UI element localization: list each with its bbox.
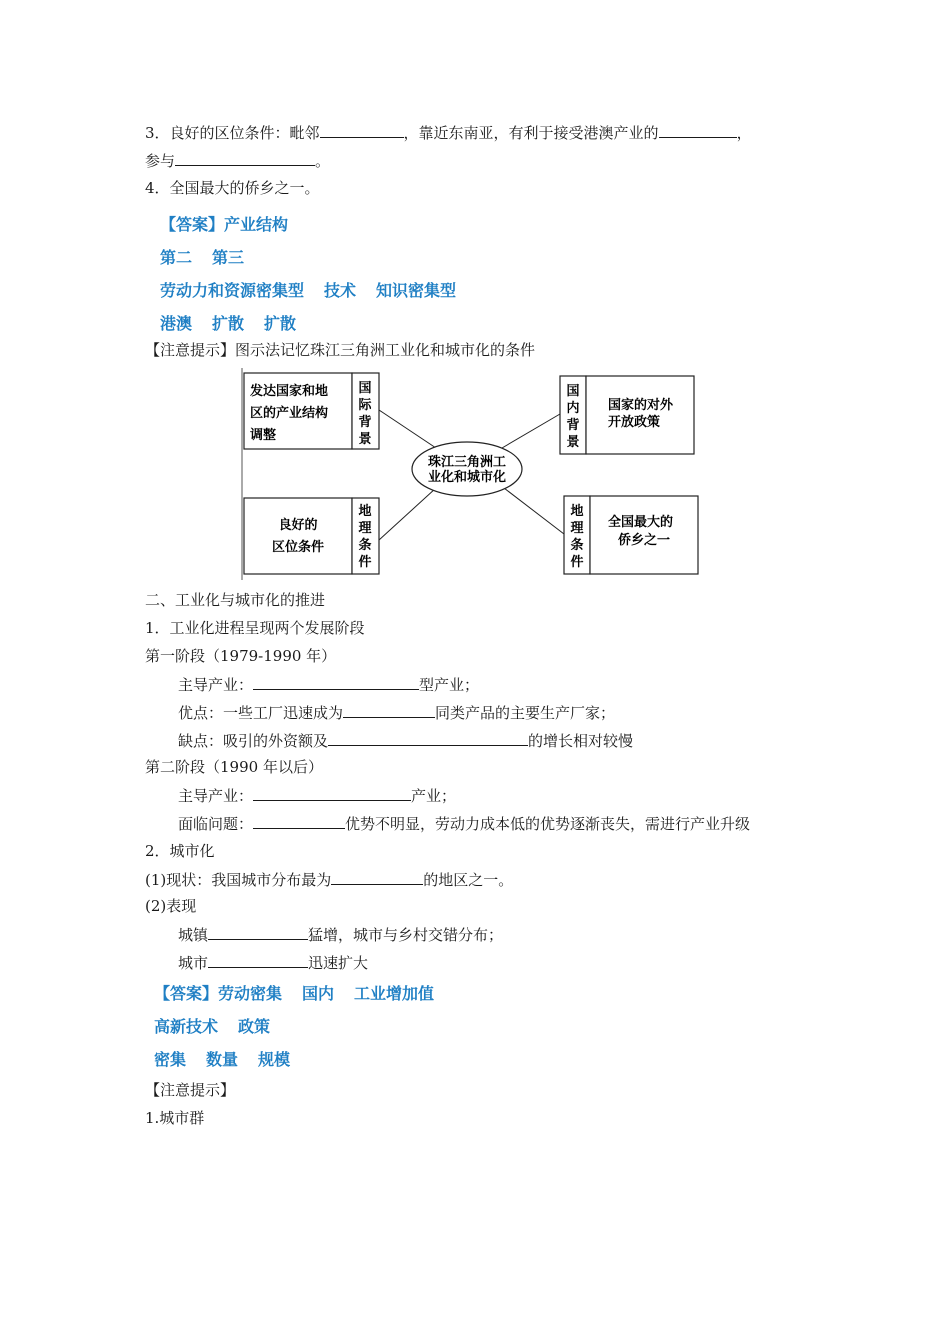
section-2-heading: 二、工业化与城市化的推进 xyxy=(145,591,326,609)
fill-blank[interactable] xyxy=(253,674,419,690)
stage-2-problem xyxy=(178,813,750,834)
answer-text: 国内 xyxy=(302,984,335,1003)
answer1-line2 xyxy=(160,247,264,269)
answer-text: 技术 xyxy=(324,281,357,300)
connector-line xyxy=(379,410,436,448)
answer-text: 密集 xyxy=(154,1050,187,1069)
box-bl-main xyxy=(244,498,352,574)
tr-text: 国家的对外 xyxy=(608,398,674,413)
text: 面临问题： xyxy=(178,815,254,833)
item-3-text-c: ， xyxy=(736,124,752,142)
bl-text: 区位条件 xyxy=(271,540,325,555)
item-3-line2 xyxy=(145,150,330,171)
text: 主导产业： xyxy=(178,676,254,694)
text: 优点：一些工厂迅速成为 xyxy=(178,704,344,722)
item-4: 4．全国最大的侨乡之一。 xyxy=(145,179,320,197)
bl-tag-char: 理 xyxy=(358,521,372,536)
connector-line xyxy=(379,488,436,540)
tl-tag-char: 际 xyxy=(358,398,372,413)
tl-text: 调整 xyxy=(250,428,277,443)
br-tag-char: 件 xyxy=(570,555,584,570)
text: 的增长相对较慢 xyxy=(528,732,634,750)
fill-blank[interactable] xyxy=(343,702,435,718)
sub-2-title: 2．城市化 xyxy=(145,842,215,860)
stage-1-title: 第一阶段（1979-1990 年） xyxy=(145,647,337,665)
item-3-text-d: 参与 xyxy=(145,152,176,170)
fill-blank[interactable] xyxy=(175,150,315,166)
urban-status xyxy=(145,869,513,890)
stage-1-lead xyxy=(178,674,479,695)
text: 迅速扩大 xyxy=(308,954,369,972)
connector-line xyxy=(504,488,564,534)
text: (1)现状：我国城市分布最为 xyxy=(145,871,332,889)
fill-blank[interactable] xyxy=(331,869,423,885)
conditions-diagram xyxy=(238,368,708,580)
text: 缺点：吸引的外资额及 xyxy=(178,732,329,750)
br-text: 全国最大的 xyxy=(608,515,674,530)
tr-tag-char: 内 xyxy=(566,401,580,416)
text: 型产业； xyxy=(419,676,480,694)
fill-blank[interactable] xyxy=(253,785,411,801)
answer-text: 知识密集型 xyxy=(376,281,457,300)
answer1-line3 xyxy=(160,280,476,302)
tl-text: 发达国家和地 xyxy=(250,384,329,399)
text: 优势不明显，劳动力成本低的优势逐渐丧失，需进行产业升级 xyxy=(345,815,751,833)
text: 产业； xyxy=(411,787,457,805)
bl-tag-char: 件 xyxy=(358,555,372,570)
item-3-text-e: 。 xyxy=(315,152,331,170)
center-label-2: 业化和城市化 xyxy=(427,470,507,485)
fill-blank[interactable] xyxy=(253,813,345,829)
stage-2-lead xyxy=(178,785,456,806)
text: 猛增，城市与乡村交错分布； xyxy=(308,926,504,944)
bl-tag-char: 地 xyxy=(358,504,372,519)
answer1-line4 xyxy=(160,313,316,335)
answer2-line2 xyxy=(154,1016,290,1038)
stage-1-disadvantage xyxy=(178,730,633,751)
center-label-1: 珠江三角洲工 xyxy=(427,455,507,470)
city-cluster-item: 1.城市群 xyxy=(145,1109,205,1127)
note-2: 【注意提示】 xyxy=(145,1081,236,1099)
bl-tag-char: 条 xyxy=(358,538,372,553)
answer-text: 【答案】产业结构 xyxy=(160,215,289,234)
answer-text: 扩散 xyxy=(264,314,297,333)
text: 城市 xyxy=(178,954,209,972)
answer-text: 第三 xyxy=(212,248,245,267)
urban-performance: (2)表现 xyxy=(145,897,197,915)
answer-text: 高新技术 xyxy=(154,1017,219,1036)
answer-text: 劳动力和资源密集型 xyxy=(160,281,305,300)
tr-tag-char: 国 xyxy=(566,384,580,399)
tl-text: 区的产业结构 xyxy=(250,406,329,421)
br-text: 侨乡之一 xyxy=(618,533,671,548)
fill-blank[interactable] xyxy=(208,924,308,940)
item-3-line1 xyxy=(145,122,752,143)
urban-cities xyxy=(178,952,368,973)
urban-towns xyxy=(178,924,503,945)
answer-text: 规模 xyxy=(258,1050,291,1069)
fill-blank[interactable] xyxy=(659,122,737,138)
answer2-line1 xyxy=(154,983,454,1005)
item-3-text-a: 3．良好的区位条件：毗邻 xyxy=(145,124,320,142)
fill-blank[interactable] xyxy=(208,952,308,968)
sub-1-title: 1．工业化进程呈现两个发展阶段 xyxy=(145,619,365,637)
item-3-text-b: ，靠近东南亚，有利于接受港澳产业的 xyxy=(403,124,659,142)
answer-text: 【答案】劳动密集 xyxy=(154,984,283,1003)
tr-text: 开放政策 xyxy=(608,415,661,430)
text: 同类产品的主要生产厂家； xyxy=(435,704,616,722)
answer-text: 数量 xyxy=(206,1050,239,1069)
answer-text: 第二 xyxy=(160,248,193,267)
answer-text: 工业增加值 xyxy=(354,984,435,1003)
text: 的地区之一。 xyxy=(423,871,514,889)
answer2-line3 xyxy=(154,1049,310,1071)
tl-tag-char: 背 xyxy=(358,415,372,430)
answer-text: 港澳 xyxy=(160,314,193,333)
bl-text: 良好的 xyxy=(278,518,318,533)
text: 城镇 xyxy=(178,926,209,944)
tr-tag-char: 背 xyxy=(566,418,580,433)
stage-2-title: 第二阶段（1990 年以后） xyxy=(145,758,323,776)
br-tag-char: 地 xyxy=(570,504,584,519)
fill-blank[interactable] xyxy=(328,730,528,746)
connector-line xyxy=(502,414,560,448)
note-1: 【注意提示】图示法记忆珠江三角洲工业化和城市化的条件 xyxy=(145,341,536,359)
answer1-line1 xyxy=(160,214,308,236)
tr-tag-char: 景 xyxy=(566,435,580,450)
stage-1-advantage xyxy=(178,702,615,723)
tl-tag-char: 国 xyxy=(358,381,372,396)
br-tag-char: 条 xyxy=(570,538,584,553)
tl-tag-char: 景 xyxy=(358,432,372,447)
text: 主导产业： xyxy=(178,787,254,805)
fill-blank[interactable] xyxy=(320,122,404,138)
answer-text: 政策 xyxy=(238,1017,271,1036)
br-tag-char: 理 xyxy=(570,521,584,536)
answer-text: 扩散 xyxy=(212,314,245,333)
